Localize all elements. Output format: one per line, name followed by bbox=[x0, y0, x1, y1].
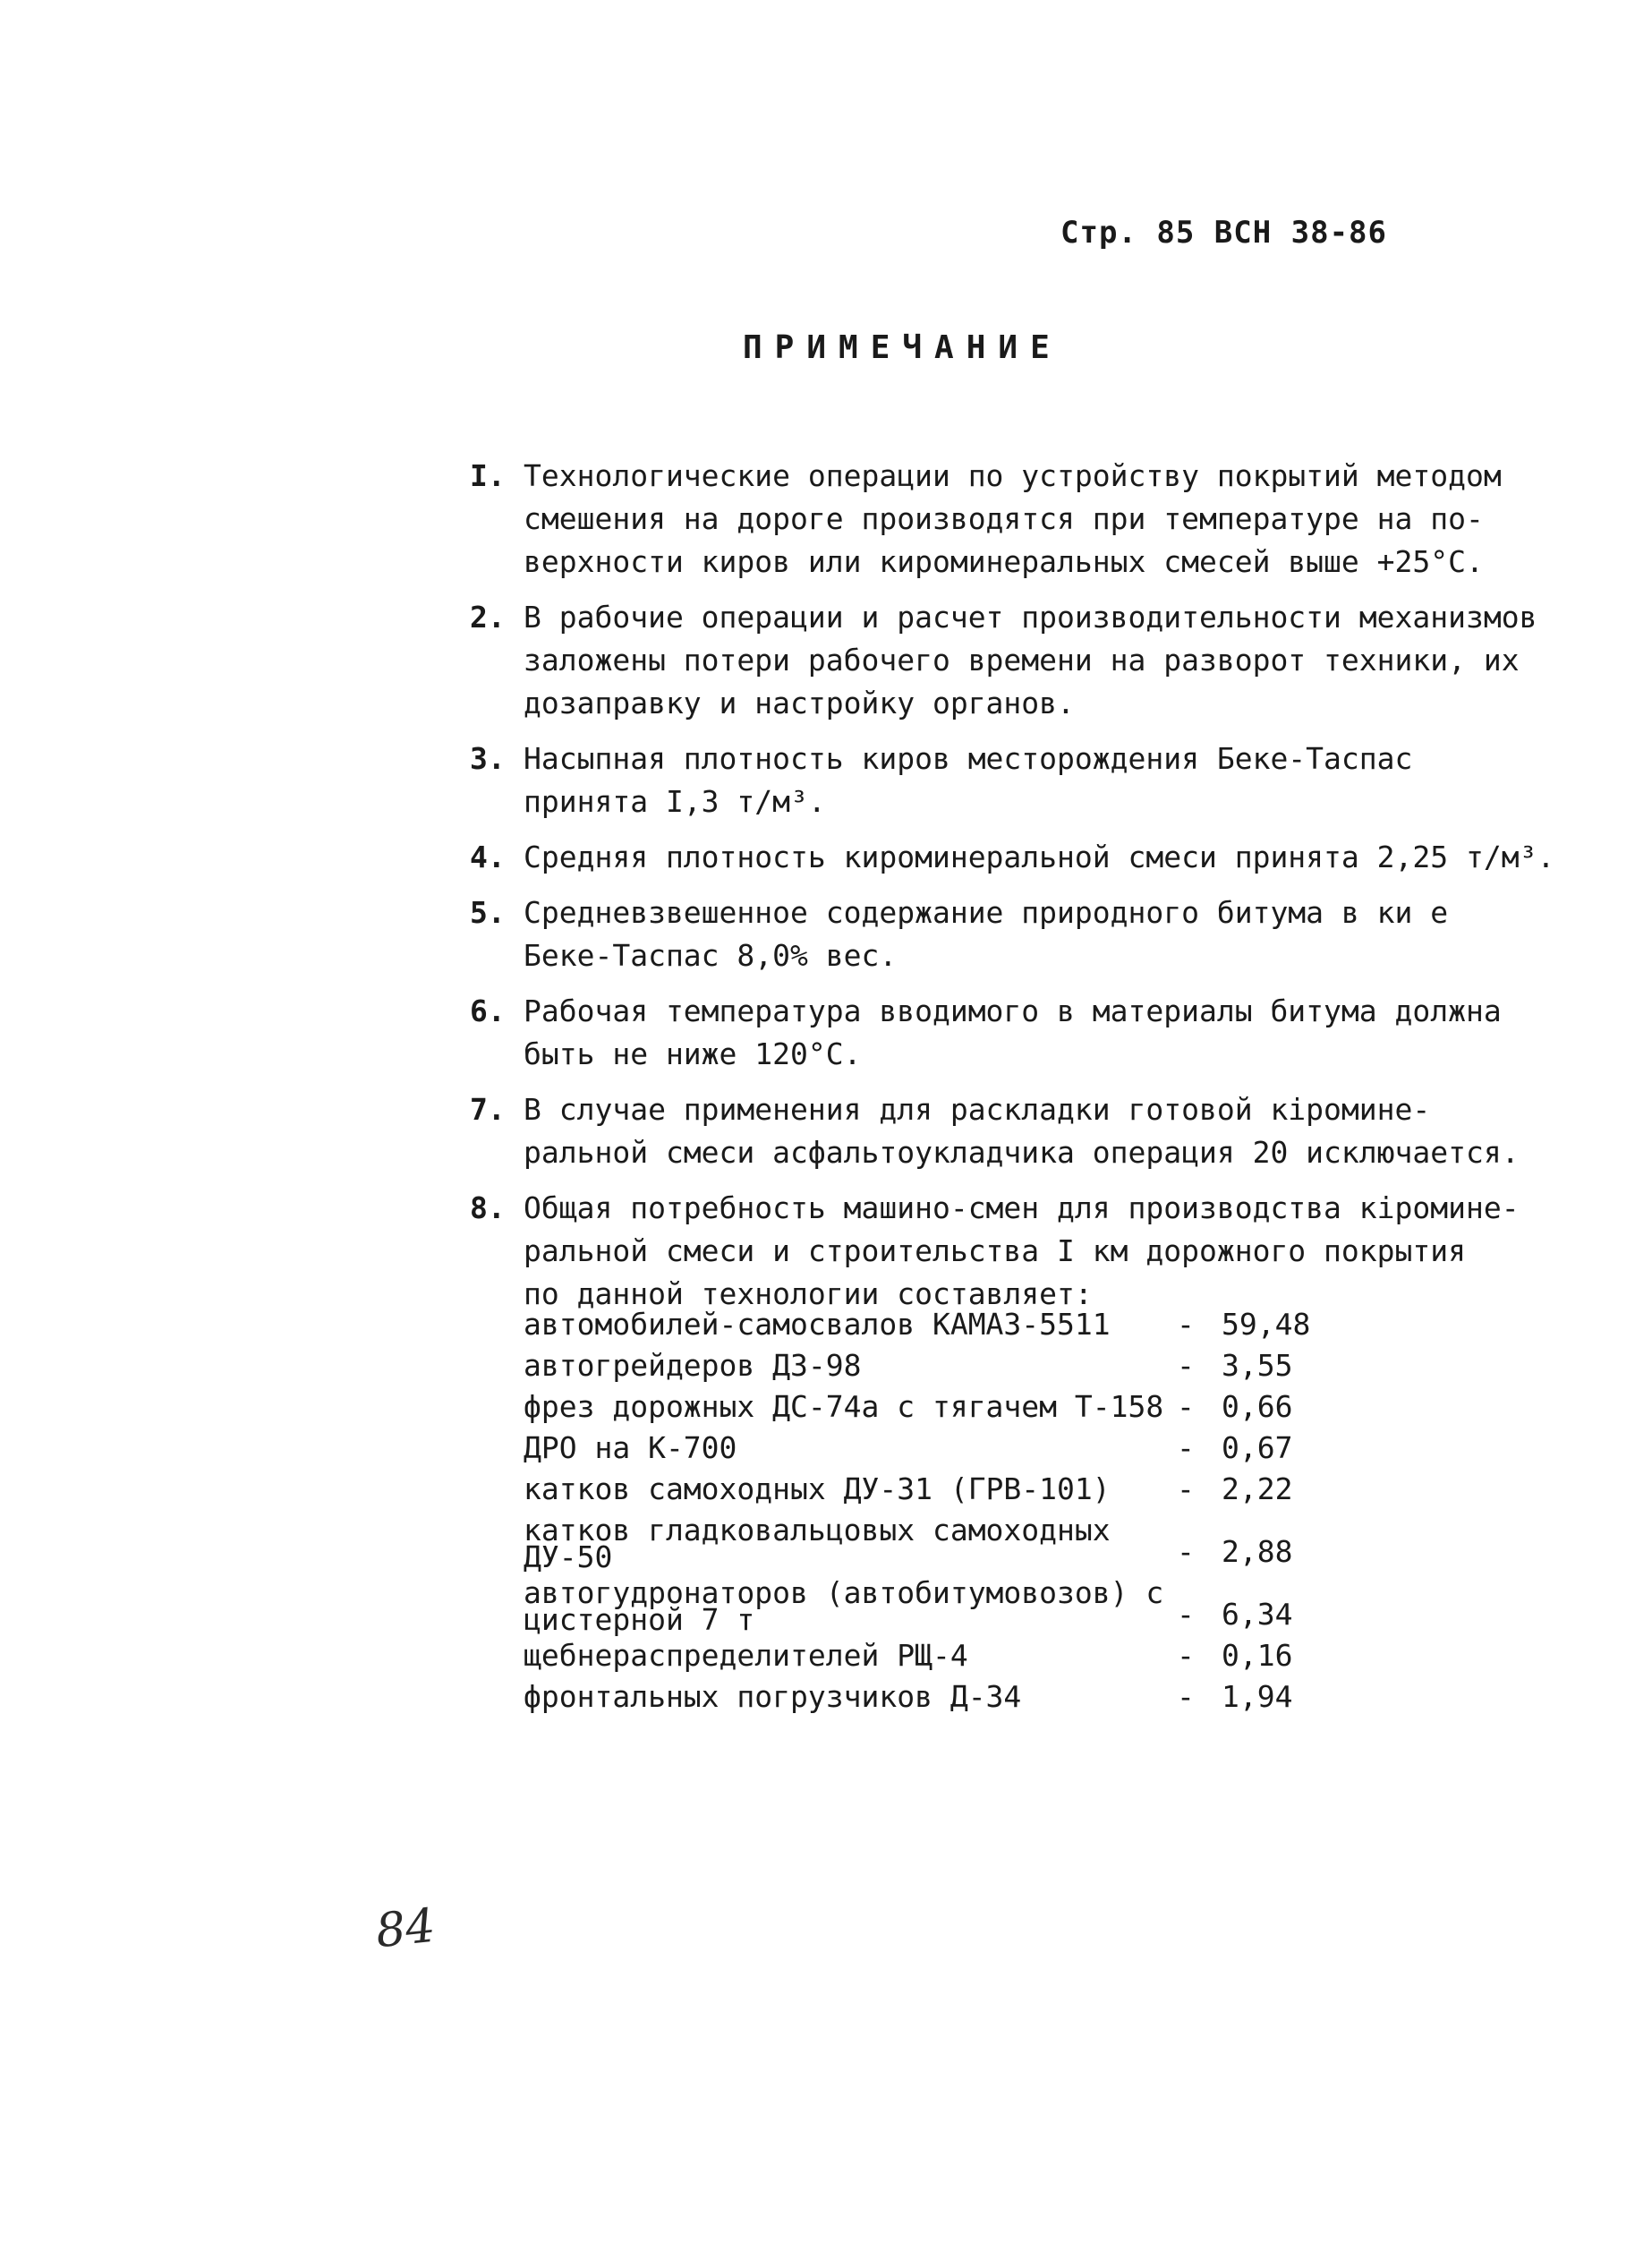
note-item bbox=[470, 990, 1544, 1076]
note-text bbox=[524, 891, 1544, 977]
note-text bbox=[524, 836, 1555, 879]
machine-shifts-table bbox=[524, 1307, 1329, 1720]
note-text bbox=[524, 596, 1544, 725]
machine-row bbox=[524, 1430, 1329, 1471]
machine-name bbox=[524, 1389, 1168, 1425]
note-item bbox=[470, 738, 1544, 823]
machine-name-line: автомобилей-самосвалов КАМАЗ-5511 bbox=[524, 1307, 1111, 1342]
note-text bbox=[524, 455, 1544, 584]
machine-row bbox=[524, 1307, 1329, 1348]
machine-row bbox=[524, 1575, 1329, 1638]
machine-name-line: фронтальных погрузчиков Д-34 bbox=[524, 1679, 1022, 1714]
note-text bbox=[524, 1088, 1544, 1174]
machine-name bbox=[524, 1513, 1168, 1575]
note-number: 5. bbox=[470, 895, 506, 930]
machine-name-line: автогудронаторов (автобитумовозов) с bbox=[524, 1575, 1164, 1610]
machine-name-line: катков гладковальцовых самоходных bbox=[524, 1513, 1111, 1548]
note-line: дозаправку и настройку органов. bbox=[524, 686, 1075, 720]
machine-row bbox=[524, 1389, 1329, 1430]
machine-name bbox=[524, 1307, 1168, 1343]
machine-name bbox=[524, 1575, 1168, 1638]
machine-dash: - bbox=[1177, 1307, 1195, 1342]
machine-name-line: ДУ-50 bbox=[524, 1539, 613, 1574]
machine-name bbox=[524, 1679, 1168, 1715]
note-line: смешения на дороге производятся при температуре на по- bbox=[524, 501, 1484, 536]
machine-dash: - bbox=[1177, 1389, 1195, 1424]
machine-value: 6,34 bbox=[1222, 1597, 1293, 1632]
machine-row bbox=[524, 1679, 1329, 1720]
note-line: принята I,3 т/м³. bbox=[524, 784, 826, 819]
note-number: 2. bbox=[470, 600, 506, 635]
machine-row bbox=[524, 1348, 1329, 1389]
note-line: Насыпная плотность киров месторождения Беке-Таспас bbox=[524, 741, 1413, 776]
machine-name bbox=[524, 1348, 1168, 1384]
machine-name bbox=[524, 1471, 1168, 1507]
machine-value: 2,22 bbox=[1222, 1471, 1293, 1506]
machine-name-line: щебнераспределителей РЩ-4 bbox=[524, 1638, 968, 1673]
note-number: 6. bbox=[470, 993, 506, 1028]
note-item bbox=[470, 455, 1544, 584]
machine-row bbox=[524, 1471, 1329, 1513]
note-line: по данной технологии составляет: bbox=[524, 1276, 1093, 1311]
note-line: верхности киров или кироминеральных смесей выше +25°С. bbox=[524, 544, 1484, 579]
machine-value: 0,66 bbox=[1222, 1389, 1293, 1424]
machine-value: 3,55 bbox=[1222, 1348, 1293, 1383]
note-item bbox=[470, 836, 1555, 879]
page-reference: Стр. 85 ВСН 38-86 bbox=[1060, 215, 1387, 251]
note-line: Средневзвешенное содержание природного битума в ки е bbox=[524, 895, 1449, 930]
machine-name-line: катков самоходных ДУ-31 (ГРВ-101) bbox=[524, 1471, 1111, 1506]
machine-name bbox=[524, 1638, 1168, 1674]
note-line: ральной смеси асфальтоукладчика операция 20 исключается. bbox=[524, 1135, 1520, 1170]
machine-row bbox=[524, 1513, 1329, 1575]
note-line: В рабочие операции и расчет производительности механизмов bbox=[524, 600, 1537, 635]
machine-dash: - bbox=[1177, 1471, 1195, 1506]
note-line: заложены потери рабочего времени на разворот техники, их bbox=[524, 643, 1520, 678]
section-title: ПРИМЕЧАНИЕ bbox=[743, 329, 1062, 366]
note-line: Технологические операции по устройству покрытий методом bbox=[524, 458, 1502, 493]
machine-value: 2,88 bbox=[1222, 1534, 1293, 1569]
note-item bbox=[470, 1187, 1544, 1316]
machine-dash: - bbox=[1177, 1430, 1195, 1465]
note-text bbox=[524, 990, 1544, 1076]
machine-name-line: автогрейдеров ДЗ-98 bbox=[524, 1348, 862, 1383]
machine-dash: - bbox=[1177, 1348, 1195, 1383]
note-item bbox=[470, 596, 1544, 725]
note-line: быть не ниже 120°С. bbox=[524, 1036, 862, 1071]
note-number: I. bbox=[470, 458, 506, 493]
note-line: Общая потребность машино-смен для производства кiромине- bbox=[524, 1190, 1520, 1225]
note-number: 7. bbox=[470, 1092, 506, 1127]
note-item bbox=[470, 891, 1544, 977]
machine-name bbox=[524, 1430, 1168, 1466]
handwritten-page-number: 84 bbox=[373, 1898, 439, 1959]
note-line: В случае применения для раскладки готовой кiромине- bbox=[524, 1092, 1431, 1127]
note-number: 8. bbox=[470, 1190, 506, 1225]
machine-name-line: ДРО на К-700 bbox=[524, 1430, 737, 1465]
machine-value: 1,94 bbox=[1222, 1679, 1293, 1714]
machine-name-line: фрез дорожных ДС-74а с тягачем Т-158 bbox=[524, 1389, 1164, 1424]
note-line: Рабочая температура вводимого в материалы битума должна bbox=[524, 993, 1502, 1028]
machine-dash: - bbox=[1177, 1638, 1195, 1673]
note-line: ральной смеси и строительства I км дорожного покрытия bbox=[524, 1233, 1466, 1268]
machine-row bbox=[524, 1638, 1329, 1679]
machine-dash: - bbox=[1177, 1679, 1195, 1714]
note-number: 3. bbox=[470, 741, 506, 776]
notes-list bbox=[470, 455, 1555, 1328]
note-text bbox=[524, 738, 1544, 823]
note-number: 4. bbox=[470, 840, 506, 874]
note-line: Средняя плотность кироминеральной смеси принята 2,25 т/м³. bbox=[524, 840, 1555, 874]
machine-value: 0,16 bbox=[1222, 1638, 1293, 1673]
machine-name-line: цистерной 7 т bbox=[524, 1602, 755, 1637]
machine-value: 59,48 bbox=[1222, 1307, 1311, 1342]
note-text bbox=[524, 1187, 1544, 1316]
machine-dash: - bbox=[1177, 1534, 1195, 1569]
note-item bbox=[470, 1088, 1544, 1174]
machine-value: 0,67 bbox=[1222, 1430, 1293, 1465]
machine-dash: - bbox=[1177, 1597, 1195, 1632]
note-line: Беке-Таспас 8,0% вес. bbox=[524, 938, 898, 973]
